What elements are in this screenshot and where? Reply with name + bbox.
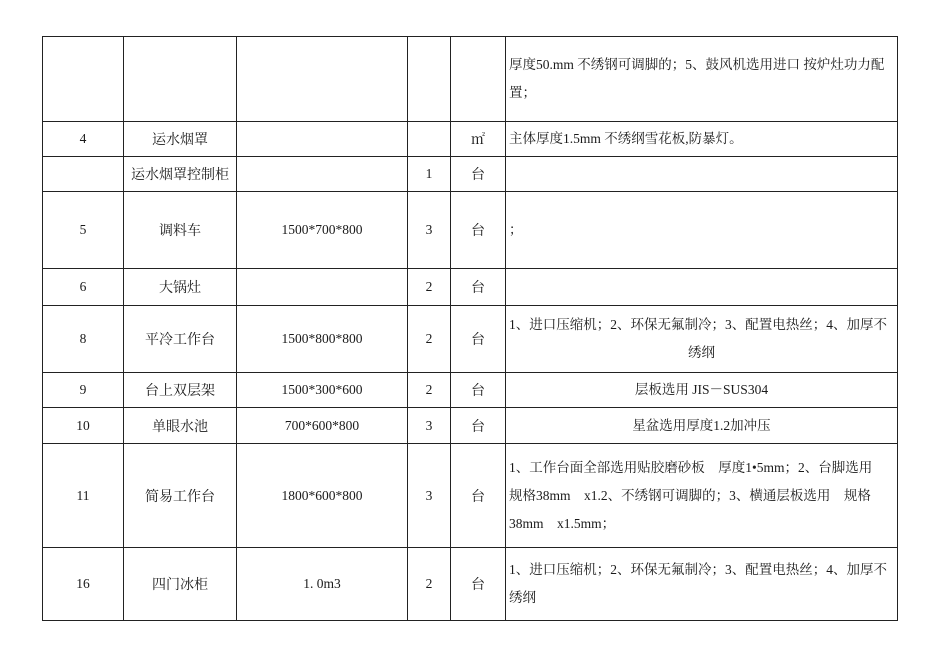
cell-name: [124, 37, 237, 122]
cell-no: 11: [43, 444, 124, 548]
cell-desc: 厚度50.mm 不绣钢可调脚的；5、鼓风机选用进口 按炉灶功力配置；: [506, 37, 898, 122]
cell-desc: 主体厚度1.5mm 不绣纲雪花板,防暴灯。: [506, 122, 898, 157]
cell-no: 16: [43, 548, 124, 621]
cell-qty: 2: [408, 306, 451, 373]
table-row: [43, 408, 898, 444]
table-row: [43, 122, 898, 157]
cell-qty: [408, 122, 451, 157]
cell-name: 运水烟罩控制柜: [124, 157, 237, 192]
cell-unit: 台: [451, 373, 506, 408]
cell-qty: 1: [408, 157, 451, 192]
cell-no: 8: [43, 306, 124, 373]
cell-desc: 1、进口压缩机；2、环保无氟制冷；3、配置电热丝；4、加厚不绣纲: [506, 306, 898, 373]
cell-name: 简易工作台: [124, 444, 237, 548]
cell-unit: 台: [451, 269, 506, 306]
cell-unit: 台: [451, 306, 506, 373]
cell-spec: 700*600*800: [237, 408, 408, 444]
cell-no: 10: [43, 408, 124, 444]
table-row: [43, 373, 898, 408]
cell-unit: 台: [451, 192, 506, 269]
cell-name: 单眼水池: [124, 408, 237, 444]
cell-unit: 台: [451, 548, 506, 621]
cell-no: [43, 157, 124, 192]
cell-qty: 2: [408, 548, 451, 621]
cell-name: 运水烟罩: [124, 122, 237, 157]
cell-spec: 1. 0m3: [237, 548, 408, 621]
table-row: [43, 37, 898, 122]
cell-desc: 1、进口压缩机；2、环保无氟制冷；3、配置电热丝；4、加厚不绣纲: [506, 548, 898, 621]
cell-unit: 台: [451, 157, 506, 192]
cell-unit: 台: [451, 444, 506, 548]
cell-qty: 3: [408, 192, 451, 269]
table-row: [43, 548, 898, 621]
cell-spec: 1500*700*800: [237, 192, 408, 269]
cell-desc: 1、工作台面全部选用贴胶磨砂板 厚度1•5mm；2、台脚选用 规格38mm x1.2、不绣钢可调脚的；3、横通层板选用 规格38mm x1.5mm；: [506, 444, 898, 548]
cell-desc: 层板选用 JIS－SUS304: [506, 373, 898, 408]
cell-qty: 2: [408, 269, 451, 306]
table-row: [43, 444, 898, 548]
cell-spec: 1500*800*800: [237, 306, 408, 373]
table-row: [43, 306, 898, 373]
cell-qty: [408, 37, 451, 122]
cell-no: 9: [43, 373, 124, 408]
table-row: [43, 157, 898, 192]
cell-no: 5: [43, 192, 124, 269]
cell-no: 4: [43, 122, 124, 157]
cell-spec: [237, 157, 408, 192]
cell-unit: [451, 37, 506, 122]
cell-desc: ；: [506, 192, 898, 269]
cell-spec: [237, 37, 408, 122]
cell-desc: [506, 157, 898, 192]
cell-qty: 3: [408, 444, 451, 548]
cell-no: 6: [43, 269, 124, 306]
cell-spec: [237, 269, 408, 306]
table-row: [43, 192, 898, 269]
cell-no: [43, 37, 124, 122]
cell-name: 大锅灶: [124, 269, 237, 306]
cell-name: 四门冰柜: [124, 548, 237, 621]
cell-desc: [506, 269, 898, 306]
equipment-table: [42, 36, 898, 621]
cell-qty: 2: [408, 373, 451, 408]
cell-spec: 1500*300*600: [237, 373, 408, 408]
cell-spec: 1800*600*800: [237, 444, 408, 548]
cell-name: 平冷工作台: [124, 306, 237, 373]
cell-unit: ㎡: [451, 122, 506, 157]
cell-name: 调料车: [124, 192, 237, 269]
cell-spec: [237, 122, 408, 157]
cell-name: 台上双层架: [124, 373, 237, 408]
table-row: [43, 269, 898, 306]
cell-unit: 台: [451, 408, 506, 444]
cell-desc: 星盆选用厚度1.2加冲压: [506, 408, 898, 444]
cell-qty: 3: [408, 408, 451, 444]
